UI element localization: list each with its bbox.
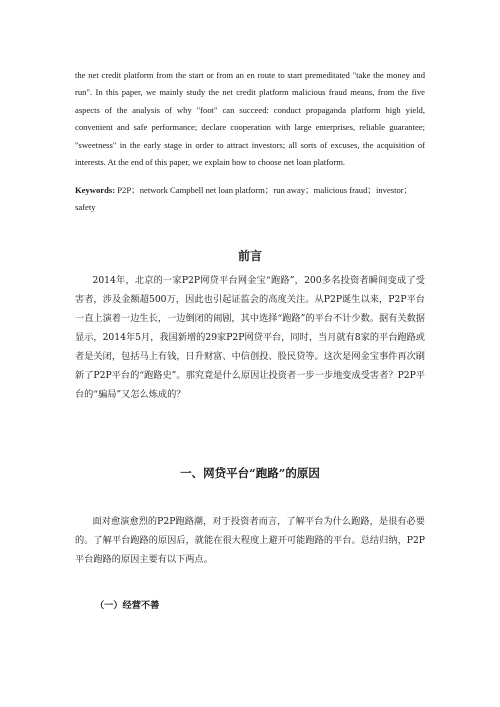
section-one-heading: 一、网贷平台“跑路”的原因 (180, 466, 320, 480)
keywords-label: Keywords: (75, 185, 116, 195)
subsection-heading: （一）经营不善 (95, 600, 160, 611)
preface-paragraph: 2014年，北京的一家P2P网贷平台网金宝“跑路”，200多名投资者瞬间变成了受害者，涉及金额超500万，因此也引起证监会的高度关注。从P2P诞生以来，P2P平台一直上演着一边生长，一边倒闭的闹剧，其中选择“跑路”的平台不计少数。据有关数据显示，2014年5月，我国新增的29家P2P网贷平台，同时，当月就有8家的平台跑路或者是关闭，包括马上有钱，日升财富、中信创投、股民贷等。这次是网金宝事件再次刷新了P2P平台的“跑路史”。那究竟是什么原因让投资者一步一步地变成受害者？P2P平台的“骗局”又怎么炼成的？ (75, 275, 425, 400)
english-abstract-paragraph: the net credit platform from the start or from an en route to start premeditated "take the money and run". In this paper, we mainly study the net credit platform malicious fraud means, from the five aspects of the analysis of why "foot" can succeed: conduct propaganda platform high yield, convenient and safe performance; declare cooperation with large enterprises, reliable guarantee; "sweetness" in the early stage in order to attract investors; all sorts of excuses, the acquisition of interests. At the end of this paper, we explain how to choose net loan platform. (75, 70, 425, 168)
keywords-line (75, 182, 425, 217)
keywords-text: P2P；network Campbell net loan platform；run away；malicious fraud；investor；safety (75, 185, 413, 213)
preface-heading: 前言 (237, 249, 262, 263)
section-one-paragraph: 面对愈演愈烈的P2P跑路潮，对于投资者而言，了解平台为什么跑路，是很有必要的。了解平台跑路的原因后，就能在很大程度上避开可能跑路的平台。总结归纳，P2P平台跑路的原因主要有以下两点。 (75, 516, 425, 565)
